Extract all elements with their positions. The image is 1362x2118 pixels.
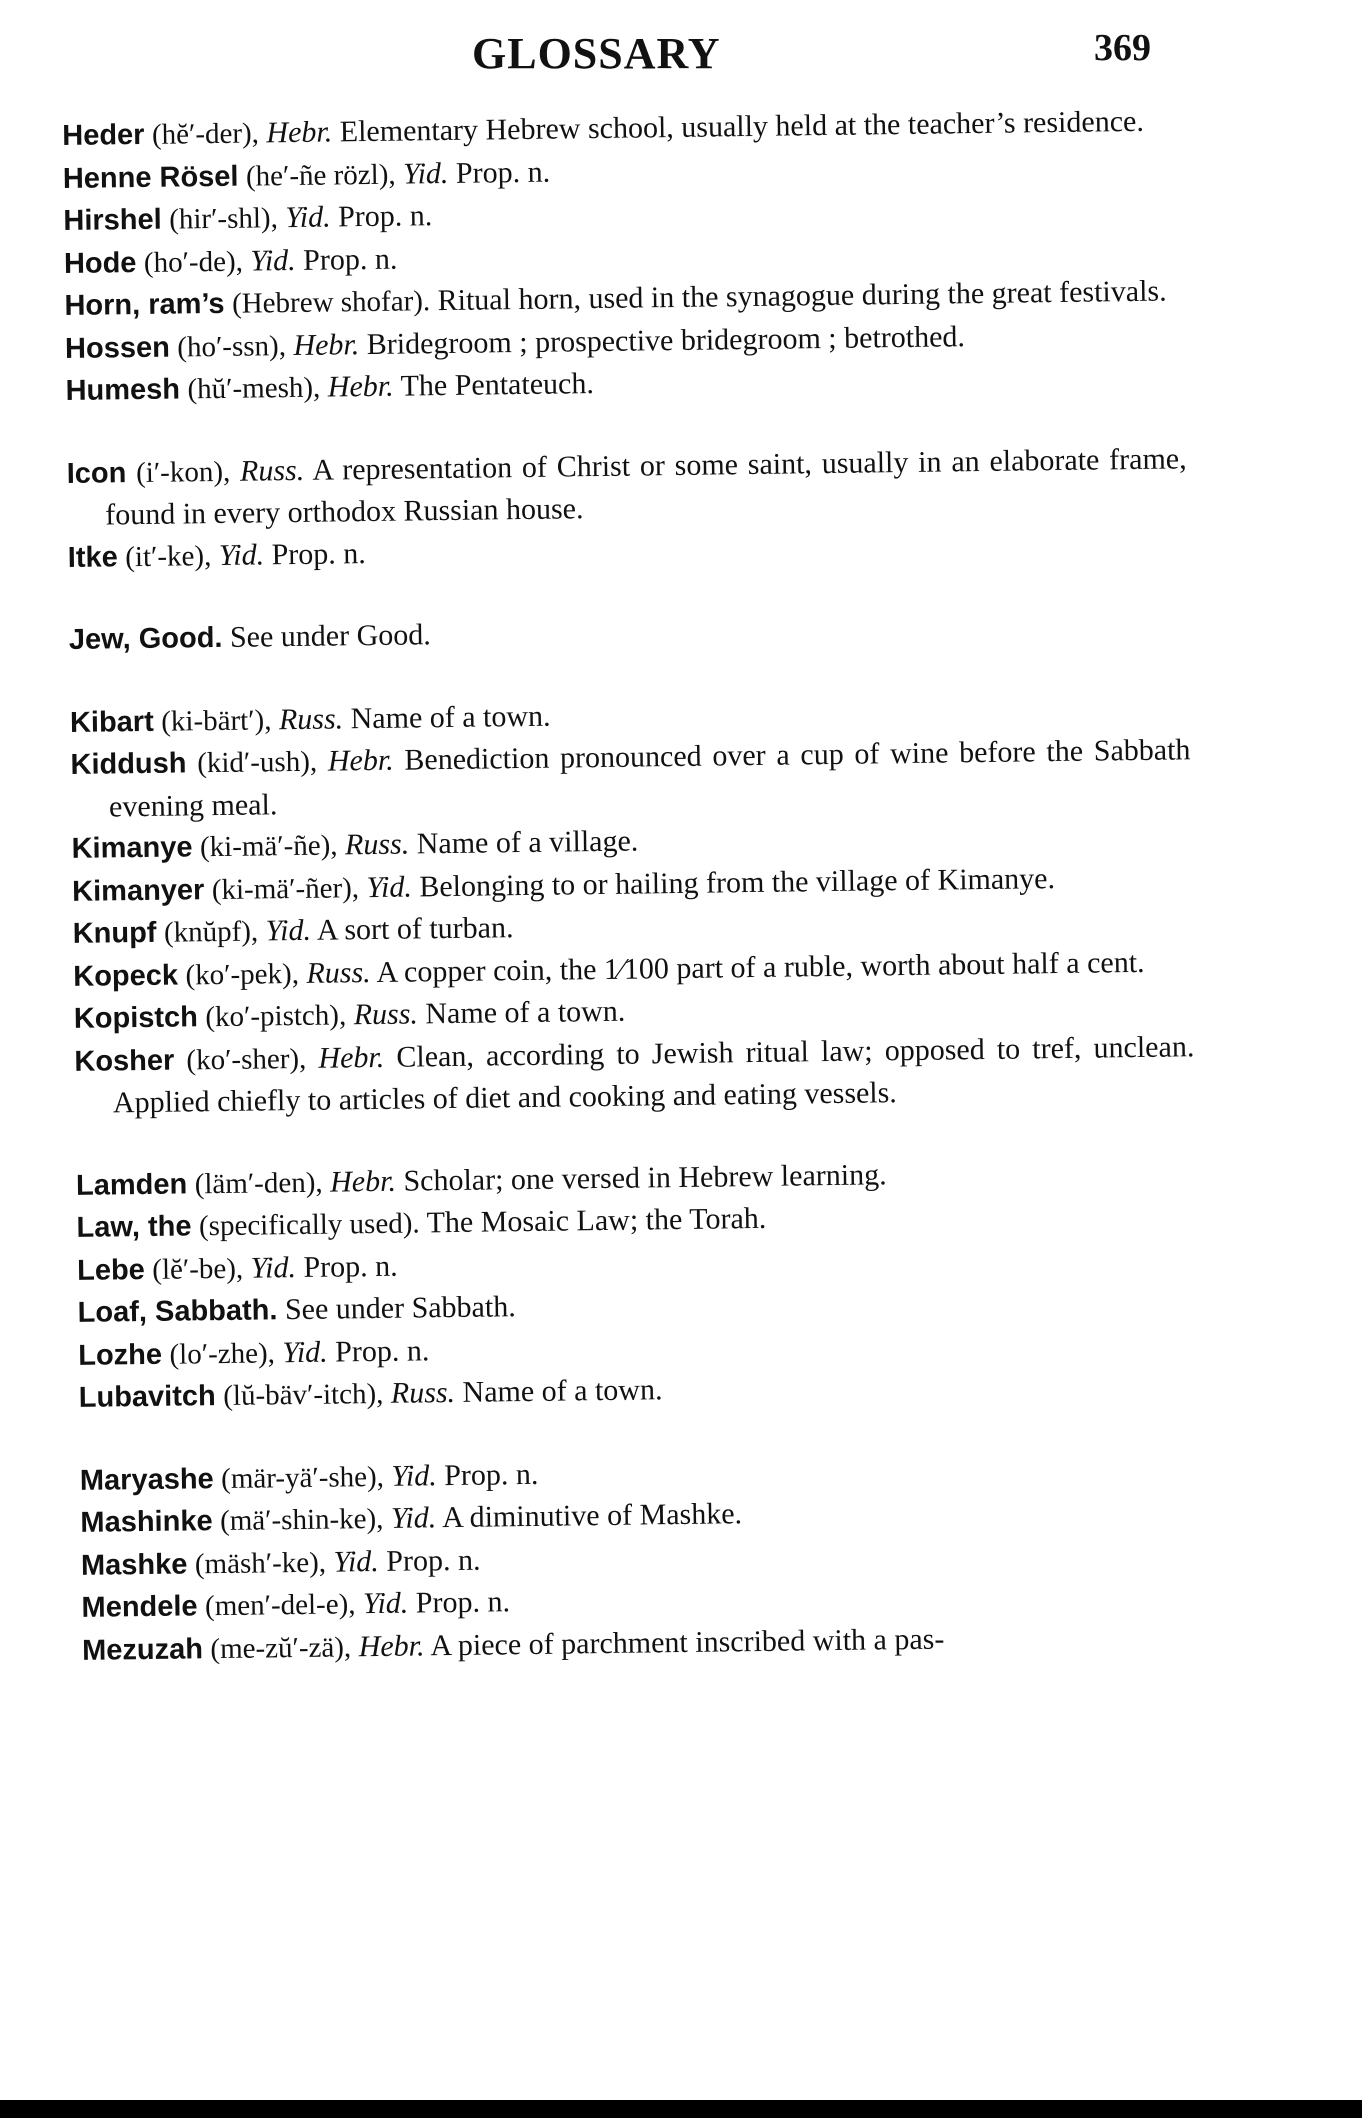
scan-edge-bar (0, 2100, 1362, 2118)
entry-definition: A piece of parchment inscribed with a pas- (430, 1622, 945, 1662)
entry-pronunciation: (lŭ-bäv′-itch), (223, 1377, 384, 1412)
entry-headword: Henne Rösel (62, 160, 239, 195)
entry-definition: Name of a town. (462, 1373, 663, 1409)
entry-headword: Kopistch (73, 1001, 199, 1035)
glossary-section (69, 604, 1189, 661)
entry-definition: A copper coin, the 1⁄100 part of a ruble, worth about half a cent. (376, 945, 1145, 989)
entry-pronunciation: (kid′-ush), (197, 745, 318, 780)
entry-headword: Mashinke (80, 1505, 213, 1539)
entry-language: Hebr. (329, 1164, 397, 1199)
entry-headword: Maryashe (79, 1462, 214, 1497)
entry-definition: Prop. n. (386, 1543, 481, 1578)
glossary-section (62, 100, 1186, 412)
glossary-section (66, 438, 1188, 579)
entry-pronunciation: (ho′-ssn), (177, 329, 287, 364)
glossary-section (70, 687, 1195, 1125)
entry-language: Yid. (218, 537, 265, 572)
glossary-entry (69, 604, 1189, 661)
page-number: 369 (1094, 27, 1151, 69)
entry-headword: Heder (62, 118, 145, 152)
entry-language: Yid. (366, 869, 413, 904)
entry-definition: Prop. n. (271, 536, 367, 571)
entry-pronunciation: (lo′-zhe), (169, 1336, 276, 1371)
entry-pronunciation: (i′-kon), (135, 455, 231, 489)
entry-headword: Mashke (80, 1547, 188, 1582)
entry-definition: The Pentateuch. (400, 367, 595, 403)
entry-language: Yid. (265, 913, 312, 948)
entry-language: Russ. (278, 701, 344, 736)
entry-definition: Clean, according to Jewish ritual law; opposed to tref, unclean. Applied chiefly to articles of diet and cooking and eating vessels. (112, 1029, 1195, 1120)
entry-definition: Prop. n. (455, 155, 551, 190)
entry-language: Yid. (250, 243, 296, 278)
entry-definition: Name of a town. (425, 994, 626, 1031)
entry-headword: Knupf (72, 916, 157, 950)
entry-headword: Horn, ram’s (64, 287, 225, 322)
entry-definition: Name of a town. (350, 699, 551, 735)
entry-pronunciation: (ko′-sher), (186, 1042, 307, 1076)
entry-pronunciation: (Hebrew shofar). (231, 285, 431, 320)
entry-pronunciation: (ko′-pek), (185, 957, 300, 991)
entry-definition: Prop. n. (415, 1585, 511, 1620)
entry-headword: Itke (67, 540, 118, 574)
entry-pronunciation: (mär-yä′-she), (220, 1460, 385, 1495)
glossary-entry (66, 438, 1187, 537)
glossary-section (76, 1150, 1199, 1420)
entry-language: Russ. (239, 453, 305, 488)
entry-headword: Hode (63, 246, 137, 280)
entry-pronunciation: (mäsh′-ke), (194, 1546, 327, 1580)
entry-pronunciation: (hĕ′-der), (151, 117, 260, 151)
entry-pronunciation: (hir′-shl), (168, 202, 279, 236)
entry-pronunciation: (ki-mä′-ñe), (199, 829, 338, 864)
entry-headword: Hossen (64, 331, 171, 365)
entry-language: Yid. (285, 200, 331, 235)
entry-pronunciation: (he′-ñe rözl), (245, 158, 396, 193)
entry-language: Yid. (390, 1501, 437, 1535)
entry-language: Yid. (333, 1544, 380, 1579)
glossary-entry (74, 1026, 1195, 1125)
entry-language: Russ. (344, 827, 410, 862)
entry-headword: Kosher (74, 1044, 175, 1078)
entry-definition: Prop. n. (443, 1457, 539, 1492)
entry-language: Russ. (390, 1375, 456, 1410)
entry-language: Yid. (391, 1458, 437, 1493)
entry-pronunciation: (ko′-pistch), (205, 999, 347, 1034)
entry-pronunciation: (läm′-den), (194, 1166, 323, 1200)
entry-definition: See under Sabbath. (284, 1290, 516, 1327)
entry-definition: The Mosaic Law; the Torah. (426, 1201, 767, 1240)
entry-headword: Hirshel (63, 203, 162, 237)
entry-headword: Kimanyer (71, 873, 205, 908)
entry-language: Yid. (362, 1586, 409, 1621)
entry-headword: Lubavitch (78, 1380, 216, 1414)
entry-pronunciation: (ki-bärt′), (161, 703, 272, 738)
entry-headword: Loaf, Sabbath. (77, 1294, 278, 1329)
entry-definition: Scholar; one versed in Hebrew learning. (403, 1157, 887, 1198)
entry-headword: Kopeck (73, 959, 179, 993)
entry-definition: A representation of Christ or some saint, usually in an elaborate frame, found in every orthodox Russian house. (105, 441, 1187, 532)
glossary-section (80, 1445, 1203, 1672)
entry-definition: A sort of turban. (316, 911, 514, 947)
entry-language: Hebr. (293, 327, 360, 362)
entry-headword: Kibart (69, 705, 154, 739)
entry-language: Hebr. (266, 115, 333, 150)
page-header (0, 28, 1362, 88)
entry-pronunciation: (me-zŭ′-zä), (210, 1630, 352, 1665)
entry-language: Russ. (306, 955, 371, 990)
entry-pronunciation: (men′-del-e), (204, 1588, 356, 1623)
entry-definition: Prop. n. (334, 1333, 430, 1369)
entry-headword: Mezuzah (81, 1632, 204, 1667)
entry-language: Yid. (282, 1335, 328, 1369)
page-title: GLOSSARY (472, 29, 721, 78)
entry-definition: Belonging to or hailing from the village of Kimanye. (419, 861, 1056, 903)
entry-headword: Kiddush (70, 747, 187, 781)
entry-pronunciation: (knŭpf), (163, 915, 259, 949)
entry-headword: Lozhe (78, 1338, 163, 1372)
entry-headword: Icon (66, 456, 127, 490)
entry-pronunciation: (mä′-shin-ke), (219, 1502, 384, 1538)
entry-headword: Lamden (75, 1167, 188, 1202)
entry-language: Yid. (402, 156, 449, 191)
entry-language: Yid. (250, 1250, 297, 1285)
entry-pronunciation: (it′-ke), (125, 539, 212, 573)
entry-pronunciation: (ki-mä′-ñer), (211, 871, 360, 906)
entry-definition: See under Good. (229, 618, 431, 654)
entry-headword: Mendele (81, 1590, 198, 1624)
entry-language: Hebr. (358, 1628, 425, 1663)
glossary-entry (70, 729, 1191, 828)
entry-language: Russ. (353, 997, 419, 1032)
entry-pronunciation: (hŭ′-mesh), (187, 371, 321, 406)
entry-headword: Lebe (76, 1253, 146, 1287)
entry-headword: Law, the (76, 1210, 192, 1244)
entry-definition: Name of a village. (416, 824, 639, 861)
entry-definition: Prop. n. (303, 1249, 398, 1284)
entry-pronunciation: (lĕ′-be), (152, 1252, 244, 1286)
entry-pronunciation: (specifically used). (198, 1207, 420, 1243)
entry-definition: Prop. n. (337, 199, 433, 234)
entry-definition: Ritual horn, used in the synagogue during the great festivals. (437, 274, 1167, 318)
entry-headword: Kimanye (71, 831, 193, 865)
glossary-entries (62, 100, 1203, 1712)
entry-language: Hebr. (318, 1040, 385, 1075)
entry-definition: Prop. n. (302, 242, 398, 277)
entry-definition: A diminutive of Mashke. (441, 1497, 743, 1535)
entry-definition: Bridegroom ; prospective bridegroom ; betrothed. (366, 319, 966, 361)
entry-pronunciation: (ho′-de), (143, 245, 244, 279)
entry-definition: Elementary Hebrew school, usually held at the teacher’s residence. (339, 104, 1145, 149)
entry-headword: Humesh (65, 373, 181, 407)
entry-definition: Benediction pronounced over a cup of wine before the Sabbath evening meal. (108, 733, 1191, 823)
entry-headword: Jew, Good. (68, 621, 223, 656)
entry-language: Hebr. (327, 369, 394, 404)
entry-language: Hebr. (327, 743, 394, 778)
